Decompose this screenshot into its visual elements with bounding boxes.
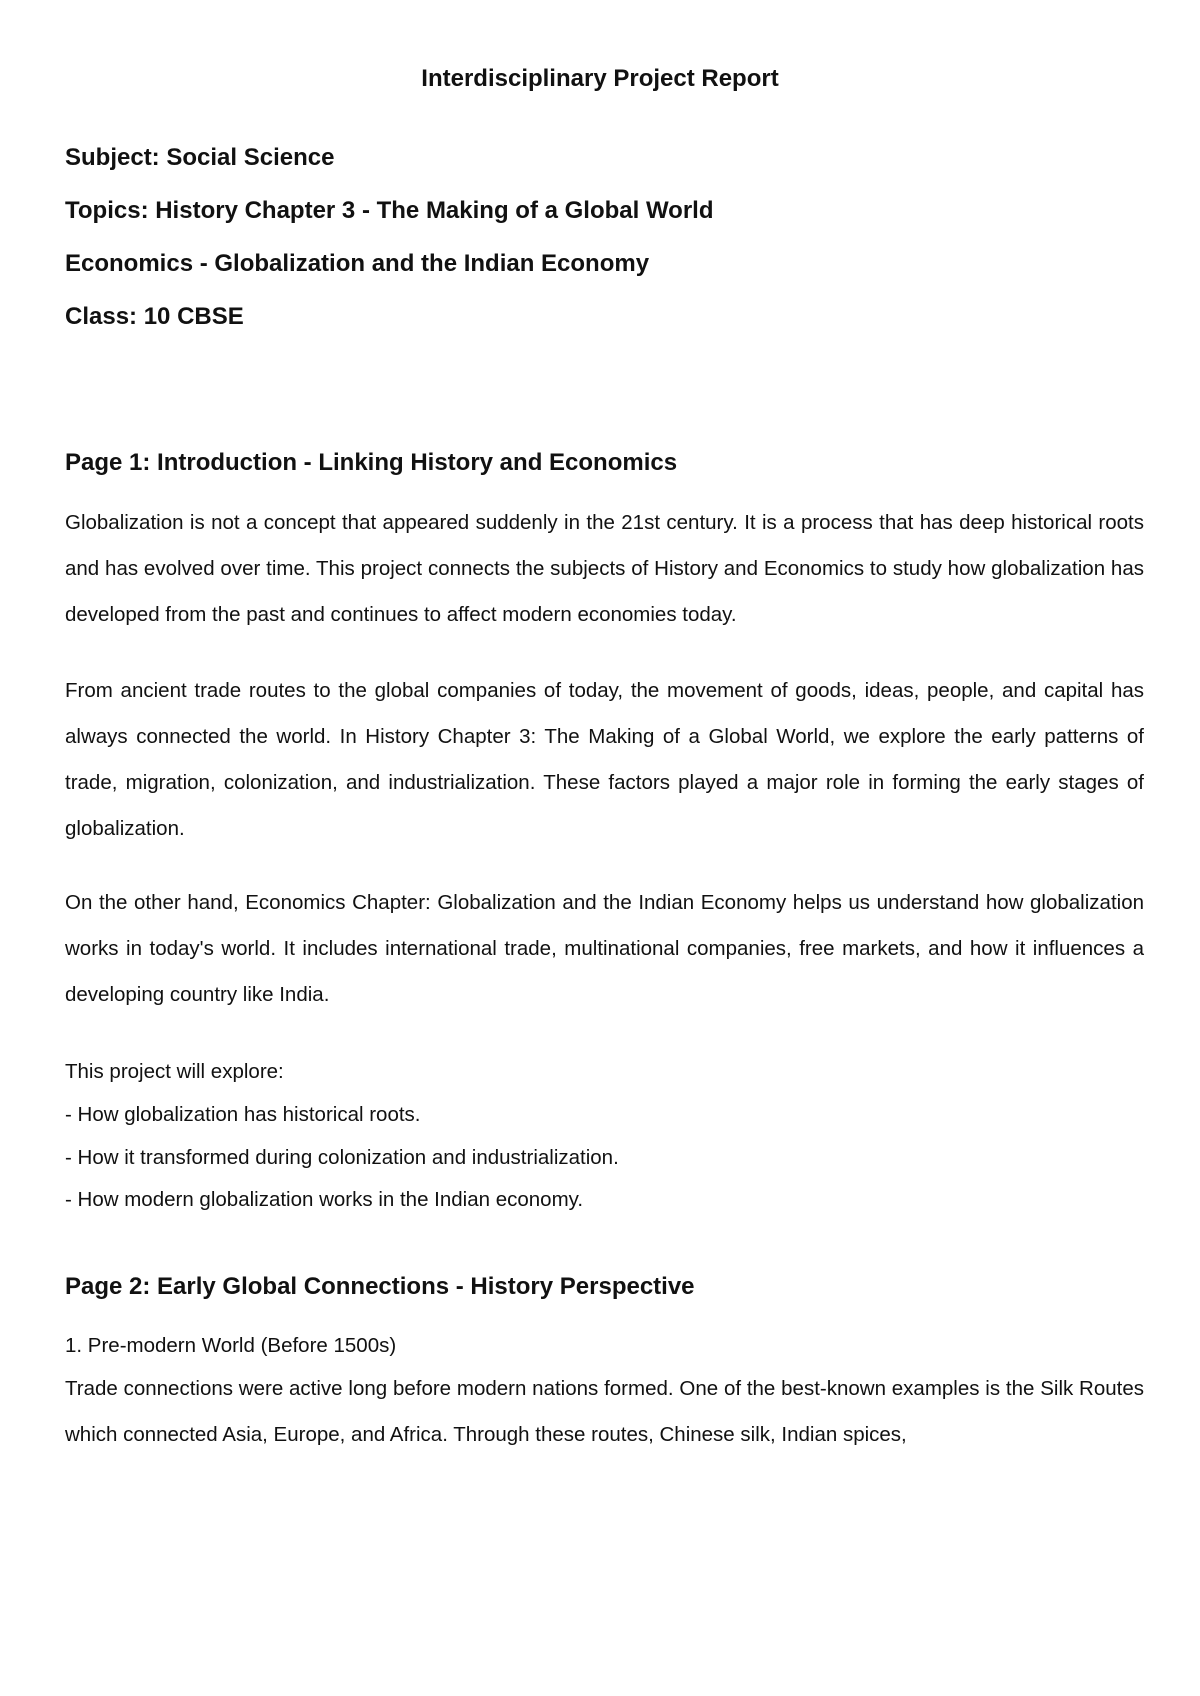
page1-paragraph-3: On the other hand, Economics Chapter: Globalization and the Indian Economy helps us understand how globalization works in today's world. It includes international trade, multinational companies, free markets, and how it influences a developing country like India. bbox=[65, 891, 1144, 1006]
page1-heading: Page 1: Introduction - Linking History and Economics bbox=[65, 449, 678, 476]
document-title: Interdisciplinary Project Report bbox=[421, 65, 779, 92]
subject-line: Subject: Social Science bbox=[65, 144, 335, 171]
page1-paragraph-2: From ancient trade routes to the global companies of today, the movement of goods, ideas, people, and capital has always connected the world. In History Chapter 3: The Making of a Global World, we explore the early patterns of trade, migration, colonization, and industrialization. These factors played a major role in forming the early stages of globalization. bbox=[65, 679, 1144, 840]
page2-subheading: 1. Pre-modern World (Before 1500s) bbox=[65, 1334, 397, 1357]
page2-heading: Page 2: Early Global Connections - History Perspective bbox=[65, 1273, 695, 1300]
class-line: Class: 10 CBSE bbox=[65, 303, 244, 330]
page1-paragraph-1: Globalization is not a concept that appeared suddenly in the 21st century. It is a process that has deep historical roots and has evolved over time. This project connects the subjects of History and Economics to study how globalization has developed from the past and continues to affect modern economies today. bbox=[65, 511, 1144, 626]
explore-item: - How modern globalization works in the Indian economy. bbox=[65, 1188, 584, 1211]
explore-item: - How it transformed during colonization and industrialization. bbox=[65, 1146, 619, 1169]
explore-item: - How globalization has historical roots. bbox=[65, 1103, 421, 1126]
explore-intro: This project will explore: bbox=[65, 1060, 284, 1083]
topics-line: Topics: History Chapter 3 - The Making of a Global World bbox=[65, 197, 714, 224]
page2-paragraph-1: Trade connections were active long before modern nations formed. One of the best-known examples is the Silk Routes which connected Asia, Europe, and Africa. Through these routes, Chinese silk, Indian spices, bbox=[65, 1377, 1144, 1446]
economics-line: Economics - Globalization and the Indian Economy bbox=[65, 250, 650, 277]
